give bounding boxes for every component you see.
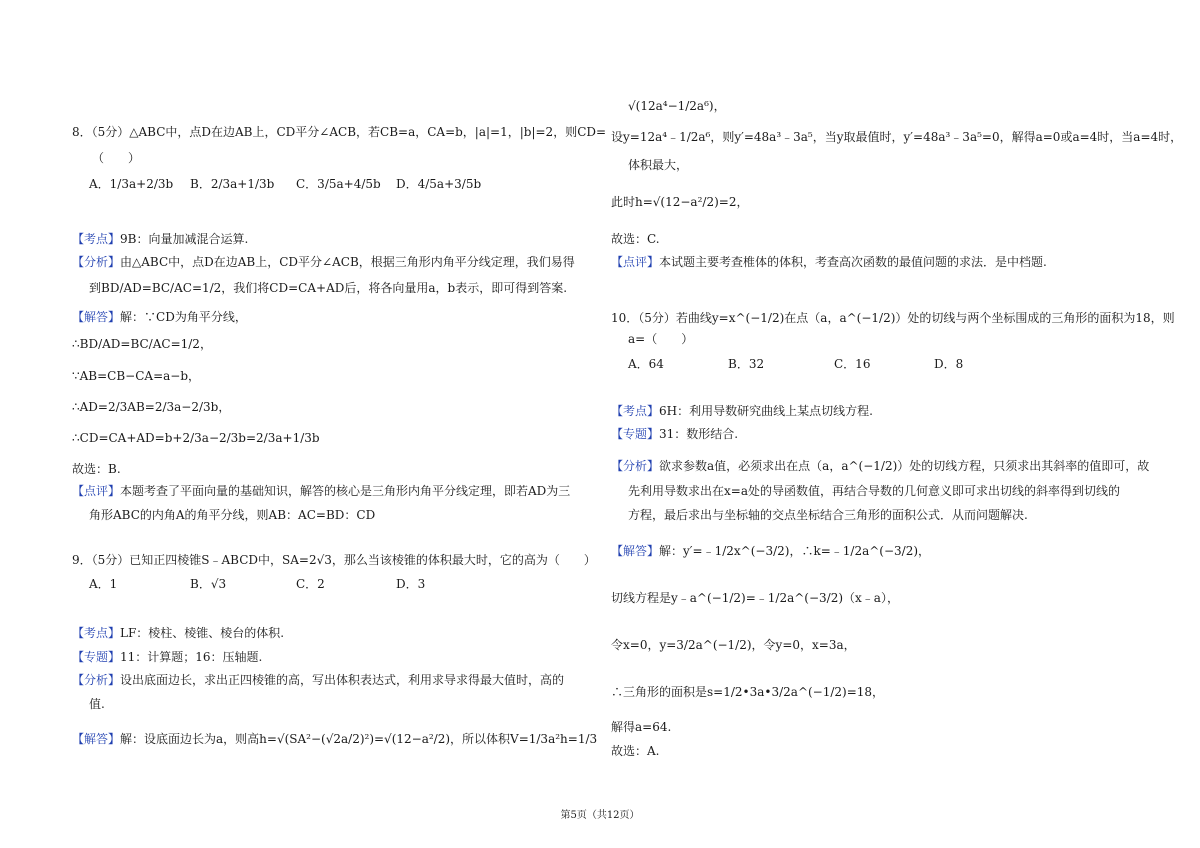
fenxi-tag: 【分析】 (72, 255, 121, 269)
jieda-text: 解：设底面边长为a，则高h=√(SA²−(√2a/2)²)=√(12−a²/2)，所以体积V=1/3a²h=1/3 (120, 732, 598, 746)
fenxi-tag: 【分析】 (611, 459, 660, 473)
q9-derivative: 设y=12a⁴﹣1/2a⁶，则y′=48a³﹣3a⁵，当y取最值时，y′=48a³﹣3a⁵=0，解得a=0或a=4时，当a=4时， (611, 130, 1183, 144)
q9-fenxi-cont: 值. (89, 697, 105, 711)
fenxi-text: 由△ABC中，点D在边AB上，CD平分∠ACB，根据三角形内角平分线定理，我们易得 (120, 255, 575, 269)
q10-option-d: D．8 (934, 357, 964, 371)
q8-step-4: ∴CD=CA+AD=b+2/3a−2/3b=2/3a+1/3b (72, 431, 320, 445)
kaodian-text: 9B：向量加减混合运算. (120, 232, 249, 246)
q9-option-d: D．3 (396, 577, 426, 591)
q9-height: 此时h=√(12−a²/2)=2， (611, 195, 749, 209)
q8-option-b: B．2/3a+1/3b (190, 177, 275, 191)
dianping-tag: 【点评】 (611, 255, 660, 269)
dianping-tag: 【点评】 (72, 484, 121, 498)
q9-volume-expr: √(12a⁴−1/2a⁶)， (628, 99, 726, 113)
kaodian-tag: 【考点】 (72, 232, 121, 246)
q10-kaodian (611, 403, 873, 419)
q8-dianping (72, 483, 570, 499)
q9-option-a: A．1 (89, 577, 118, 591)
q8-stem: 8．（5分）△ABC中，点D在边AB上，CD平分∠ACB，若CB=a，CA=b，|a|=1，|b|=2，则CD= (72, 125, 607, 139)
q8-step-1: ∴BD/AD=BC/AC=1/2， (72, 337, 212, 351)
q10-paren: a=（ ） (628, 332, 694, 346)
q9-guxuan: 故选：C. (611, 232, 660, 246)
q10-fenxi-cont-2: 方程，最后求出与坐标轴的交点坐标结合三角形的面积公式．从而问题解决. (628, 508, 1028, 522)
zhuanti-text: 31：数形结合. (659, 427, 739, 441)
jieda-tag: 【解答】 (72, 310, 121, 324)
q8-jieda (72, 309, 247, 325)
q9-stem: 9．（5分）已知正四棱锥S﹣ABCD中，SA=2√3，那么当该棱锥的体积最大时，它的高为（ ） (72, 553, 596, 567)
kaodian-text: 6H：利用导数研究曲线上某点切线方程. (659, 404, 873, 418)
q8-step-3: ∴AD=2/3AB=2/3a−2/3b， (72, 400, 231, 414)
q9-option-c: C．2 (296, 577, 325, 591)
q10-step-2: 令x=0，y=3/2a^(−1/2)，令y=0，x=3a， (611, 638, 856, 652)
kaodian-tag: 【考点】 (611, 404, 660, 418)
q9-option-b: B．√3 (190, 577, 227, 591)
q8-option-c: C．3/5a+4/5b (296, 177, 381, 191)
q10-stem: 10．（5分）若曲线y=x^(−1/2)在点（a，a^(−1/2)）处的切线与两个坐标围成的三角形的面积为18，则 (611, 311, 1175, 325)
fenxi-text: 欲求参数a值，必须求出在点（a，a^(−1/2)）处的切线方程，只须求出其斜率的值即可，故 (659, 459, 1150, 473)
q10-step-3: ∴三角形的面积是s=1/2•3a•3/2a^(−1/2)=18， (611, 685, 885, 699)
q10-step-1: 切线方程是y﹣a^(−1/2)=﹣1/2a^(−3/2)（x﹣a）， (611, 591, 899, 605)
dianping-text: 本题考查了平面向量的基础知识，解答的核心是三角形内角平分线定理，即若AD为三 (120, 484, 571, 498)
q8-step-2: ∵AB=CB−CA=a−b， (72, 369, 201, 383)
jieda-tag: 【解答】 (611, 544, 660, 558)
jieda-text: 解：∵CD为角平分线， (120, 310, 247, 324)
page-footer: 第5页（共12页） (560, 810, 640, 821)
kaodian-text: LF：棱柱、棱锥、棱台的体积. (120, 626, 285, 640)
zhuanti-tag: 【专题】 (611, 427, 660, 441)
dianping-text: 本试题主要考查椎体的体积，考查高次函数的最值问题的求法．是中档题. (659, 255, 1047, 269)
kaodian-tag: 【考点】 (72, 626, 121, 640)
q8-fenxi-cont: 到BD/AD=BC/AC=1/2，我们将CD=CA+AD后，将各向量用a，b表示，即可得到答案. (89, 281, 568, 295)
zhuanti-text: 11：计算题；16：压轴题. (120, 650, 263, 664)
q8-option-d: D．4/5a+3/5b (396, 177, 482, 191)
q8-dianping-cont: 角形ABC的内角A的角平分线，则AB：AC=BD：CD (89, 508, 376, 522)
jieda-text: 解：y′=﹣1/2x^(−3/2)，∴k=﹣1/2a^(−3/2)， (659, 544, 931, 558)
q9-dianping (611, 254, 1047, 270)
q10-guxuan: 故选：A. (611, 744, 660, 758)
q8-kaodian (72, 231, 248, 247)
zhuanti-tag: 【专题】 (72, 650, 121, 664)
q8-fenxi (72, 254, 575, 270)
q8-paren: （ ） (92, 151, 141, 165)
q10-step-4: 解得a=64. (611, 720, 672, 734)
q9-zhuanti (72, 649, 262, 665)
q10-option-c: C．16 (834, 357, 871, 371)
fenxi-text: 设出底面边长，求出正四棱锥的高，写出体积表达式，利用求导求得最大值时，高的 (120, 673, 565, 687)
q10-fenxi-cont-1: 先利用导数求出在x=a处的导函数值，再结合导数的几何意义即可求出切线的斜率得到切线的 (628, 484, 1120, 498)
q8-guxuan: 故选：B. (72, 462, 121, 476)
q10-zhuanti (611, 426, 738, 442)
q9-jieda (72, 731, 597, 747)
q10-option-a: A．64 (628, 357, 664, 371)
q10-option-b: B．32 (728, 357, 765, 371)
q8-option-a: A．1/3a+2/3b (89, 177, 174, 191)
jieda-tag: 【解答】 (72, 732, 121, 746)
q10-fenxi (611, 458, 1149, 474)
q9-fenxi (72, 672, 564, 688)
fenxi-tag: 【分析】 (72, 673, 121, 687)
q9-max-volume: 体积最大， (628, 158, 689, 172)
q9-kaodian (72, 625, 284, 641)
q10-jieda (611, 543, 930, 559)
